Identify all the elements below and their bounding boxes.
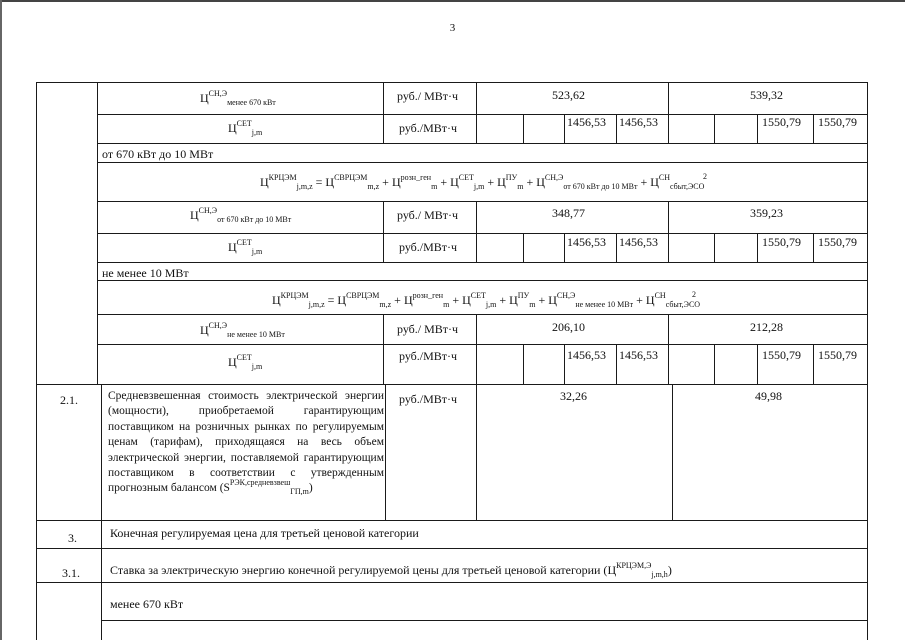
value-cell: 1550,79 bbox=[762, 235, 801, 249]
value-cell: 1456,53 bbox=[619, 348, 658, 362]
value-cell: 212,28 bbox=[750, 320, 783, 334]
section-heading: менее 670 кВт bbox=[110, 597, 184, 611]
value-cell: 539,32 bbox=[750, 88, 783, 102]
unit-cell: руб./МВт·ч bbox=[399, 240, 458, 254]
unit-cell: руб./МВт·ч bbox=[399, 349, 458, 363]
value-cell: 1550,79 bbox=[818, 235, 857, 249]
unit-cell: руб./МВт·ч bbox=[399, 392, 458, 406]
value-cell: 1550,79 bbox=[762, 115, 801, 129]
formula-1: $Ц^{КРЦЭМ}_{j,m,z} = Ц^{СВРЦЭМ}_{m,z} + Ц^{розн\_ген}_m + Ц^{СЕТ}_{j,m} + Ц^{ПУ}_m + Ц^{СН,Э}_{от 670 кВт до 10 МВт} + Ц^{СН}_{сбыт,ЭСО}$ bbox=[260, 173, 705, 191]
section-heading: от 670 кВт до 10 МВт bbox=[102, 147, 214, 161]
value-cell: 1456,53 bbox=[619, 115, 658, 129]
formula-2: $Ц^{КРЦЭМ}_{j,m,z} = Ц^{СВРЦЭМ}_{m,z} + Ц^{розн\_ген}_m + Ц^{СЕТ}_{j,m} + Ц^{ПУ}_m + Ц^{СН,Э}_{не менее 10 МВт} + Ц^{СН}_{сбыт,ЭСО}$ bbox=[272, 291, 701, 309]
value-cell: 1550,79 bbox=[818, 348, 857, 362]
item-number: 3. bbox=[68, 531, 77, 545]
footnote-mark: 2 bbox=[692, 290, 696, 299]
page-number: 3 bbox=[449, 22, 456, 34]
value-cell: 1456,53 bbox=[567, 115, 606, 129]
item-number: 2.1. bbox=[60, 393, 78, 407]
section-heading: не менее 10 МВт bbox=[102, 266, 189, 280]
page-edge-top bbox=[0, 0, 905, 2]
value-cell: 1456,53 bbox=[619, 235, 658, 249]
item-3-1-title: Ставка за электрическую энергию конечной регулируемой цены для третьей ценовой категории $(Ц^{КРЦЭМ,Э}_{j,m,h})$ bbox=[110, 561, 672, 579]
label-sn-e-ge10: $Ц^{СН,Э}_{не менее 10 МВт}$ bbox=[200, 321, 285, 339]
unit-cell: руб./ МВт·ч bbox=[397, 322, 459, 336]
page-edge-left bbox=[0, 0, 2, 640]
value-cell: 206,10 bbox=[552, 320, 585, 334]
label-sn-e-670-10: $Ц^{СН,Э}_{от 670 кВт до 10 МВт}$ bbox=[190, 206, 292, 224]
label-sn-e-lt670: $Ц^{СН,Э}_{менее 670 кВт}$ bbox=[200, 89, 276, 107]
value-cell: 1550,79 bbox=[762, 348, 801, 362]
value-cell: 32,26 bbox=[560, 389, 587, 403]
item-2-1-description: Средневзвешенная стоимость электрической энергии (мощности), приобретаемой гарантирующим поставщиком на розничных рынках по регулируемым ценам (тарифам), приходящаяся на весь объем электрической энергии, поставляемой гарантирующим поставщиком в соответствии с утвержденным прогнозным балансом $(S^{РЭК,средневзвеш}_{ГП,m})$ bbox=[108, 390, 384, 497]
item-number: 3.1. bbox=[62, 566, 80, 580]
label-set-jm: $Ц^{СЕТ}_{j,m}$ bbox=[228, 119, 263, 137]
unit-cell: руб./ МВт·ч bbox=[397, 89, 459, 103]
value-cell: 359,23 bbox=[750, 206, 783, 220]
unit-cell: руб./ МВт·ч bbox=[397, 208, 459, 222]
item-3-title: Конечная регулируемая цена для третьей ценовой категории bbox=[110, 526, 419, 540]
label-set-jm: $Ц^{СЕТ}_{j,m}$ bbox=[228, 353, 263, 371]
unit-cell: руб./МВт·ч bbox=[399, 121, 458, 135]
value-cell: 1550,79 bbox=[818, 115, 857, 129]
footnote-mark: 2 bbox=[703, 172, 707, 181]
label-set-jm: $Ц^{СЕТ}_{j,m}$ bbox=[228, 238, 263, 256]
value-cell: 1456,53 bbox=[567, 348, 606, 362]
value-cell: 49,98 bbox=[755, 389, 782, 403]
value-cell: 1456,53 bbox=[567, 235, 606, 249]
value-cell: 348,77 bbox=[552, 206, 585, 220]
value-cell: 523,62 bbox=[552, 88, 585, 102]
